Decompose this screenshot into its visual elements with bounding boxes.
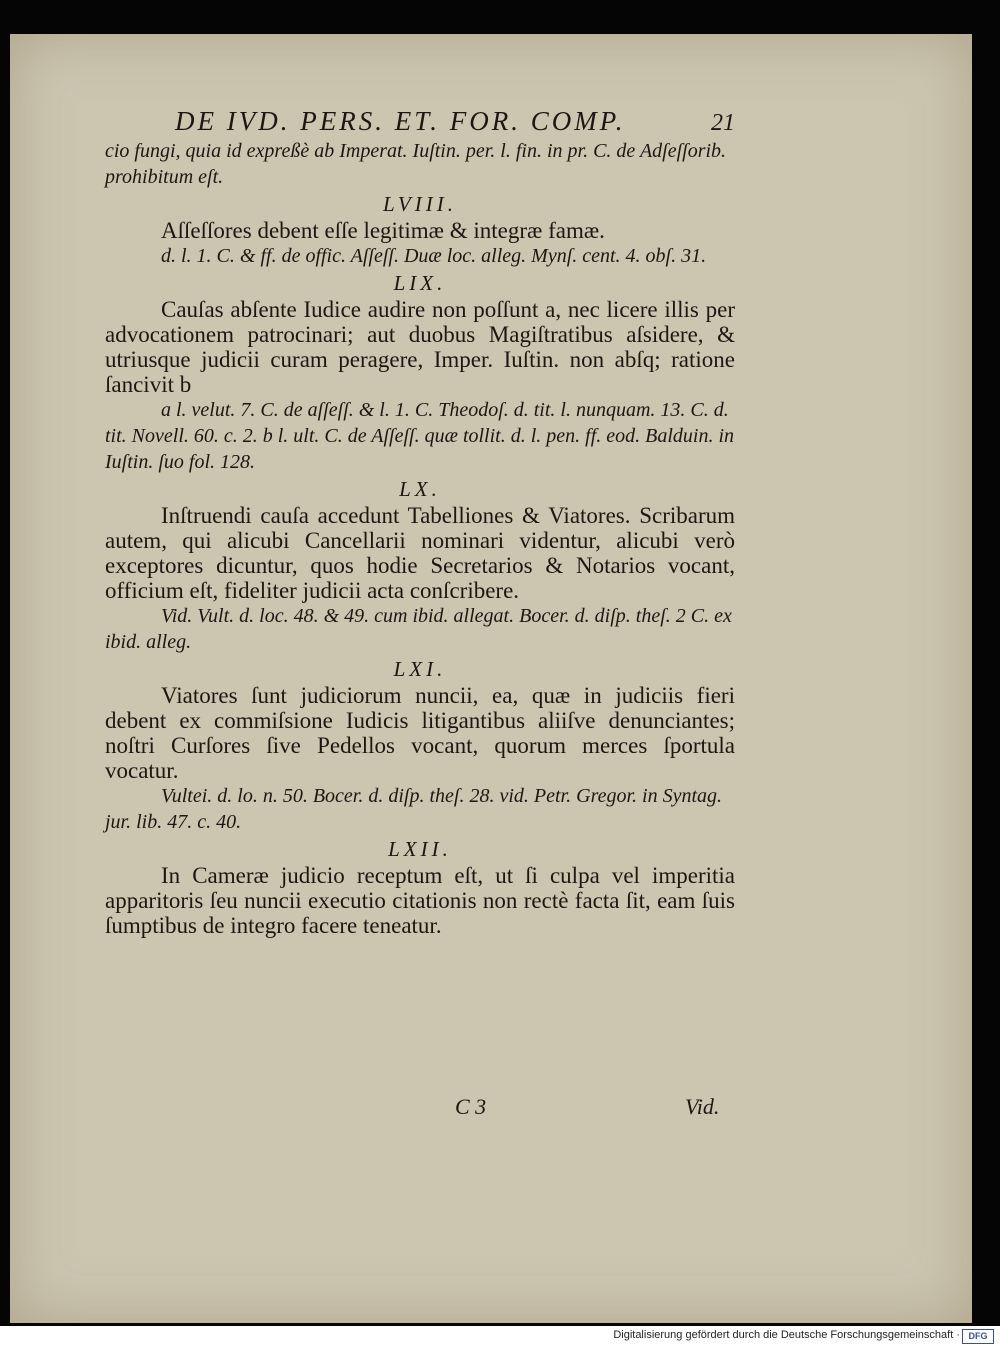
section-text-lxi: Viatores ſunt judiciorum nuncii, ea, quæ in judiciis fieri debent ex commiſsione Iudicis litigantibus aliiſve denunciantes; noſtri Curſores ſive Pedellos vocant, quorum merces ſportula vocatur.: [105, 683, 735, 783]
section-note-lviii: d. l. 1. C. & ff. de offic. Aſſeſſ. Duæ loc. alleg. Mynſ. cent. 4. obſ. 31.: [161, 245, 707, 267]
section-text-lxii: In Cameræ judicio receptum eſt, ut ſi culpa vel imperitia apparitoris ſeu nuncii executio citationis non rectè facta ſit, eam ſuis ſumptibus de integro facere teneatur.: [105, 863, 735, 938]
catchword: Vid.: [685, 1094, 720, 1119]
section-heading-lxi: LXI.: [393, 657, 447, 681]
section-note-lxi: Vultei. d. lo. n. 50. Bocer. d. diſp. theſ. 28. vid. Petr. Gregor. in Syntag. jur. lib. 47. c. 40.: [105, 785, 723, 833]
running-title: DE IVD. PERS. ET. FOR. COMP.: [175, 106, 626, 136]
signature-mark: C 3: [455, 1094, 487, 1119]
running-head: [175, 106, 735, 138]
continuation-line: cio fungi, quia id expreßè ab Imperat. Iuſtin. per. l. fin. in pr. C. de Adſeſſorib. prohibitum eſt.: [105, 140, 727, 188]
section-heading-lix: LIX.: [393, 271, 447, 295]
section-note-lx: Vid. Vult. d. loc. 48. & 49. cum ibid. allegat. Bocer. d. diſp. theſ. 2 C. ex ibid. alleg.: [105, 605, 732, 653]
section-note-lix: a l. velut. 7. C. de aſſeſſ. & l. 1. C. Theodoſ. d. tit. l. nunquam. 13. C. d. tit. Novell. 60. c. 2. b l. ult. C. de Aſſeſſ. quæ tollit. d. l. pen. ff. eod. Balduin. in Iuſtin. ſuo fol. 128.: [105, 399, 735, 473]
section-heading-lx: LX.: [399, 477, 441, 501]
section-heading-lxii: LXII.: [388, 837, 452, 861]
book-page: [10, 34, 972, 1323]
section-text-lx: Inſtruendi cauſa accedunt Tabelliones & Viatores. Scribarum autem, qui alicubi Cancellarii nominari videntur, alicubi verò exceptores dicuntur, quos hodie Secretarios & Notarios vocant, officium eſt, fideliter judicii acta conſcribere.: [105, 503, 735, 603]
section-heading-lviii: LVIII.: [383, 192, 457, 216]
section-text-lviii: Aſſeſſores debent eſſe legitimæ & integræ famæ.: [161, 218, 605, 243]
digitization-footer: [0, 1326, 1000, 1346]
section-text-lix: Cauſas abſente Iudice audire non poſſunt a, nec licere illis per advocationem patrocinari; aut duobus Magiſtratibus aſsidere, & utriusque judicii curam peragere, Imper. Iuſtin. non abſq; ratione ſancivit b: [105, 297, 735, 397]
dfg-logo-icon: DFG: [962, 1329, 994, 1344]
page-number: 21: [711, 110, 735, 136]
digitization-notice: Digitalisierung gefördert durch die Deutsche Forschungsgemeinschaft ·: [613, 1329, 960, 1341]
text-block: [105, 106, 735, 938]
